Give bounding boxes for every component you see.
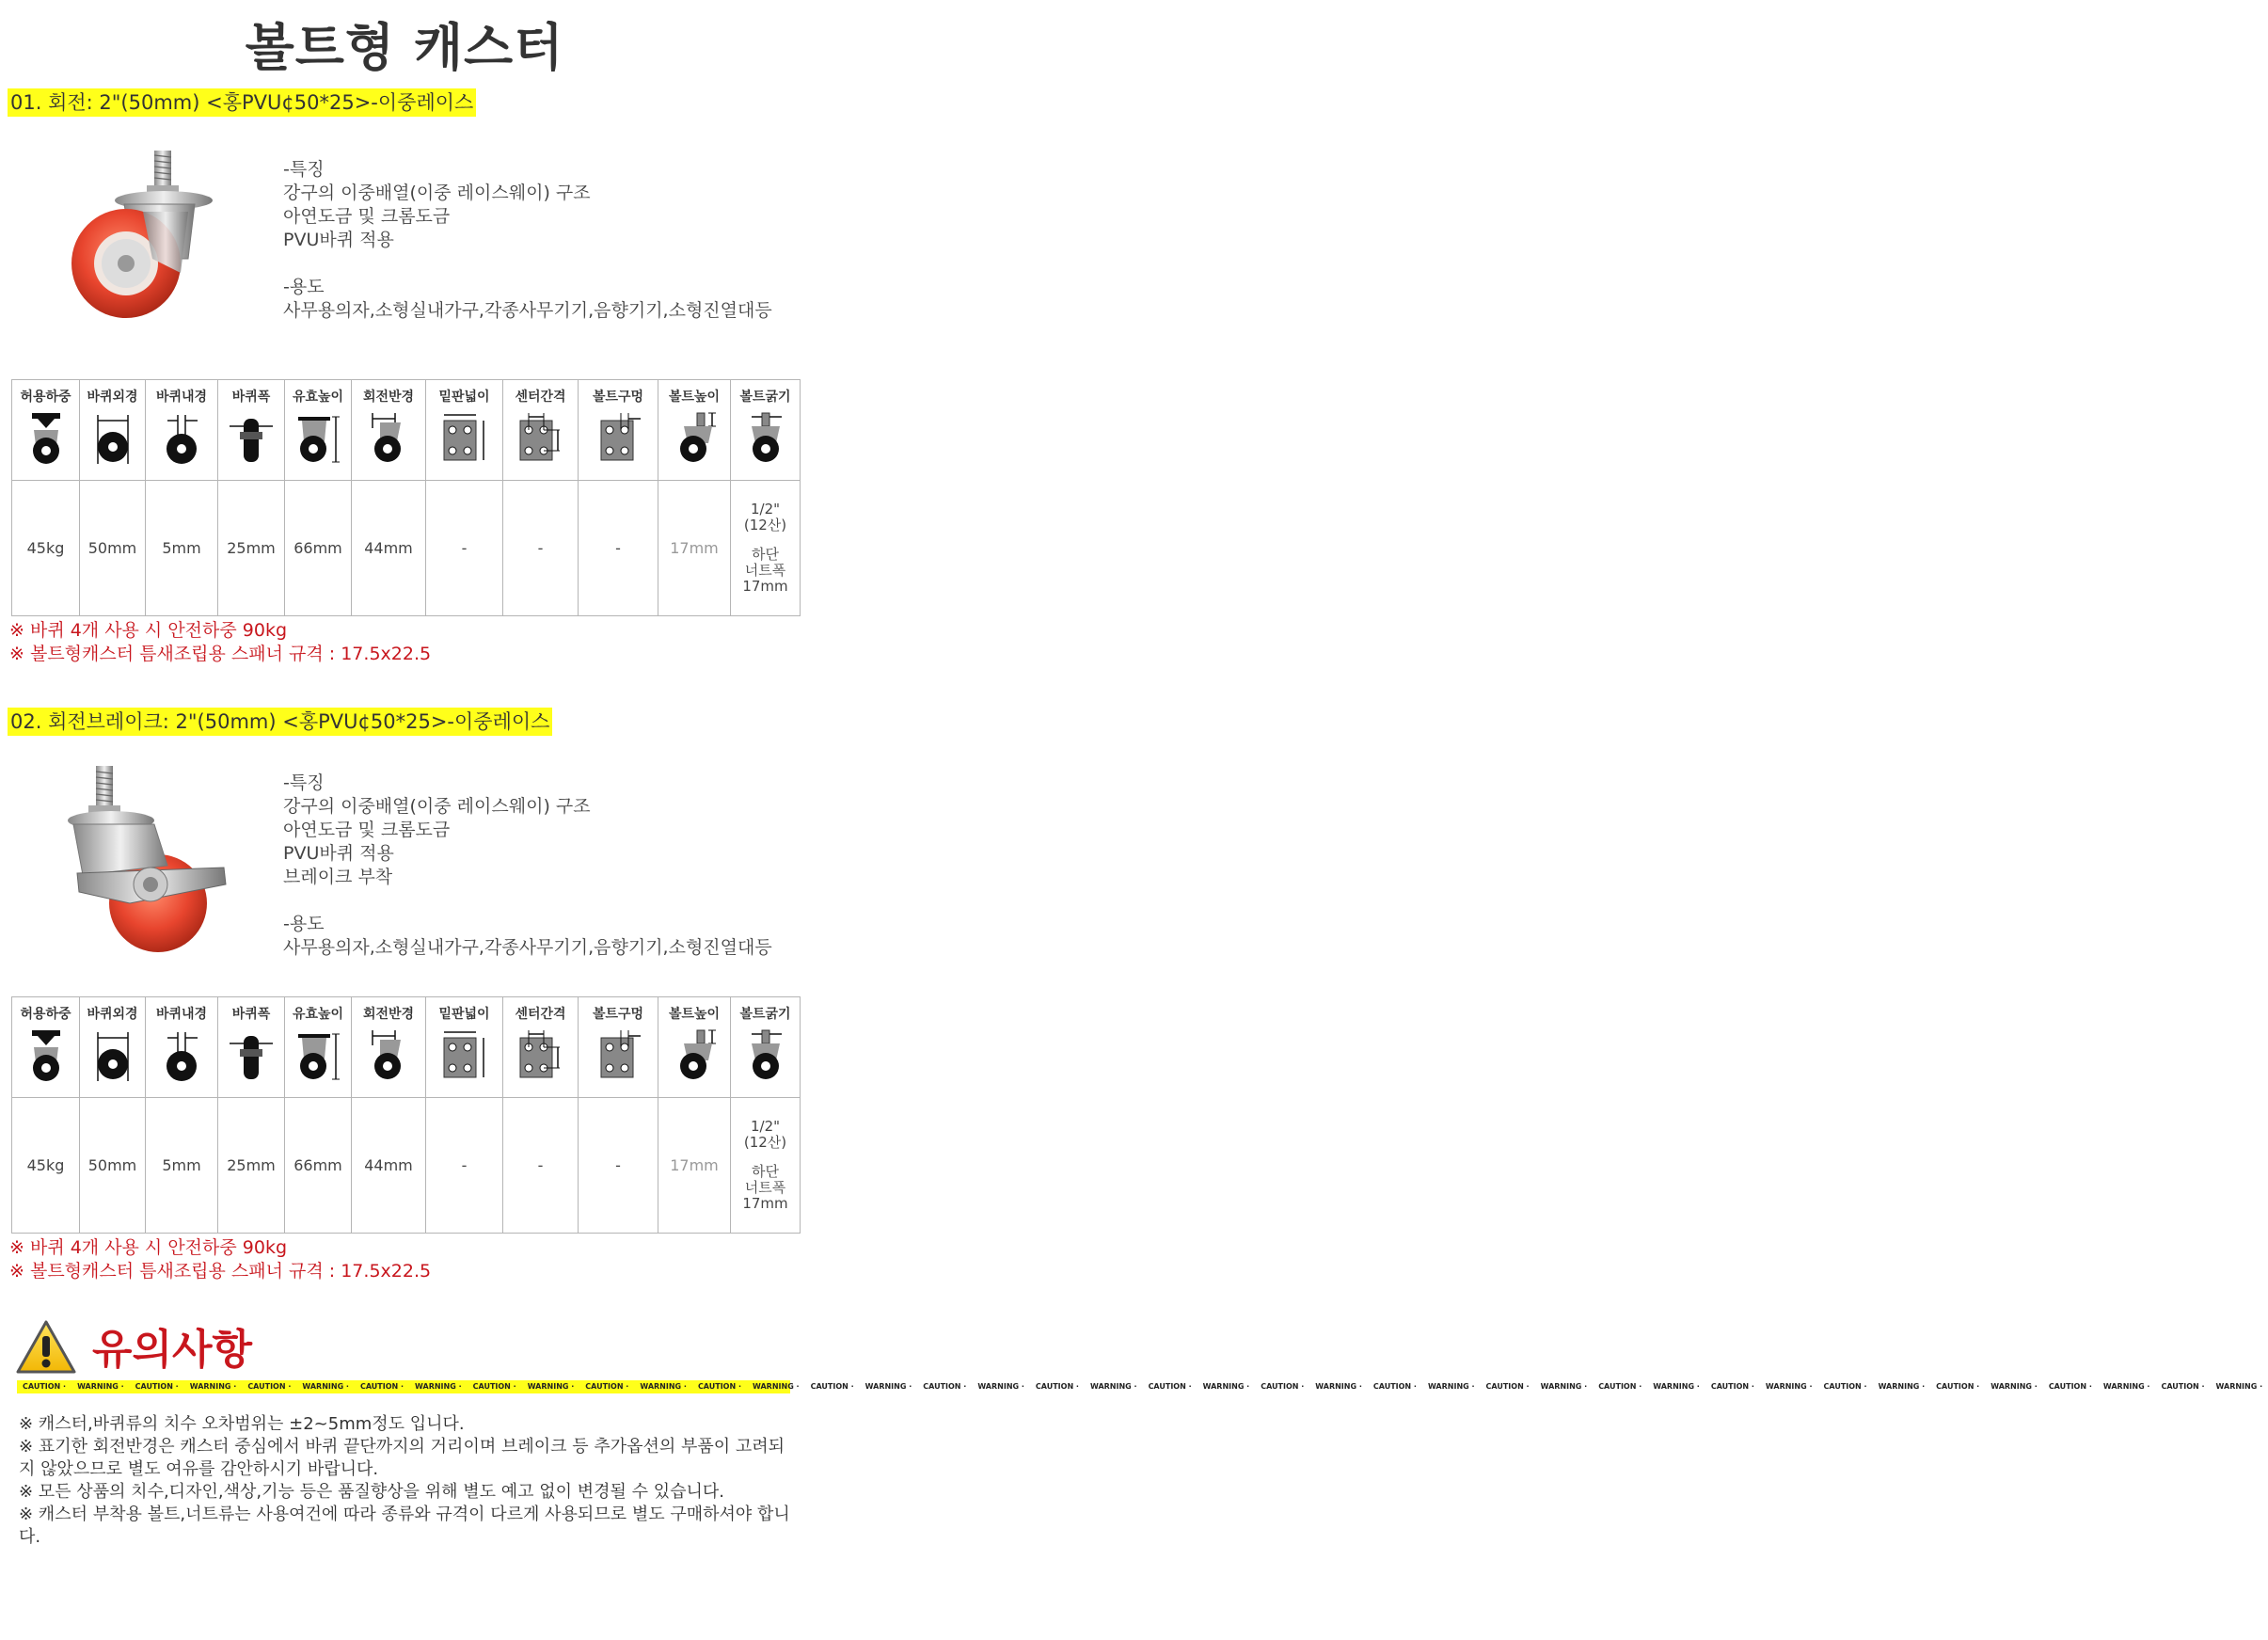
- caution-strip-word: WARNING ·: [415, 1382, 462, 1391]
- base-plate-size-icon: [438, 409, 491, 466]
- feature-item: PVU바퀴 적용: [283, 843, 394, 864]
- feature-item: 아연도금 및 크롬도금: [283, 820, 451, 840]
- page-title: 볼트형 캐스터: [245, 18, 564, 77]
- caution-item: ※ 표기한 회전반경은 캐스터 중심에서 바퀴 끝단까지의 거리이며 브레이크 등 추가옵션의 부품이 고려되지 않았으므로 별도 여유를 감안하시기 바랍니다.: [19, 1437, 785, 1479]
- features-label: -특징: [283, 772, 325, 793]
- effective-height-icon: [294, 1027, 341, 1083]
- spec-col-load: 허용하중: [12, 997, 80, 1098]
- spec-col-swivel-radius: 회전반경: [352, 380, 426, 481]
- spec-col-bolt-height: 볼트높이: [658, 997, 731, 1098]
- spec-value-wheel-width: 25mm: [218, 1098, 285, 1234]
- caution-strip-word: CAUTION ·: [359, 1382, 404, 1391]
- caution-strip-word: CAUTION ·: [2161, 1382, 2205, 1391]
- caution-strip-word: CAUTION ·: [1035, 1382, 1079, 1391]
- caution-strip-word: WARNING ·: [2102, 1382, 2150, 1391]
- wheel-inner-diameter-icon: [158, 409, 205, 466]
- caution-strip-word: CAUTION ·: [1261, 1382, 1305, 1391]
- caution-warning-strip: [17, 1380, 2263, 1393]
- spec-col-wheel-width: 바퀴폭: [218, 380, 285, 481]
- caution-strip-word: CAUTION ·: [697, 1382, 742, 1391]
- section-2-heading: 02. 회전브레이크: 2"(50mm) <홍PVU¢50*25>-이중레이스: [8, 708, 552, 736]
- caution-strip-word: CAUTION ·: [585, 1382, 629, 1391]
- swivel-caster-image: [68, 146, 214, 334]
- spec-value-bolt-thickness: 1/2" (12산) 하단 너트폭 17mm: [731, 1098, 801, 1234]
- spec-value-wheel-inner: 5mm: [146, 1098, 218, 1234]
- caution-strip-word: CAUTION ·: [2048, 1382, 2092, 1391]
- caution-strip-word: WARNING ·: [1089, 1382, 1137, 1391]
- caution-strip-word: CAUTION ·: [472, 1382, 516, 1391]
- feature-item: 강구의 이중배열(이중 레이스웨이) 구조: [283, 796, 591, 817]
- spec-value-center-spacing: -: [503, 1098, 579, 1234]
- spec-table-2: [11, 996, 801, 1234]
- bolt-thickness-icon: [742, 1027, 789, 1083]
- caution-strip-word: CAUTION ·: [247, 1382, 292, 1391]
- spec-col-bolt-hole: 볼트구멍: [579, 997, 658, 1098]
- caution-strip-word: WARNING ·: [2215, 1382, 2263, 1391]
- usage-label: -용도: [283, 277, 325, 297]
- spec-value-bolt-hole: -: [579, 481, 658, 616]
- warning-icon: [15, 1319, 77, 1376]
- caution-strip-word: CAUTION ·: [1148, 1382, 1192, 1391]
- spec-value-base-plate: -: [426, 481, 503, 616]
- usage-text: 사무용의자,소형실내가구,각종사무기기,음향기기,소형진열대등: [283, 937, 772, 958]
- spec-col-bolt-hole: 볼트구멍: [579, 380, 658, 481]
- caution-strip-word: WARNING ·: [302, 1382, 349, 1391]
- caution-strip-word: WARNING ·: [1315, 1382, 1362, 1391]
- spec-value-wheel-outer: 50mm: [80, 481, 146, 616]
- bolt-thickness-icon: [742, 409, 789, 466]
- swivel-radius-icon: [365, 1027, 412, 1083]
- spec-value-swivel-radius: 44mm: [352, 1098, 426, 1234]
- caution-strip-word: CAUTION ·: [1936, 1382, 1980, 1391]
- spec-col-effective-height: 유효높이: [285, 380, 352, 481]
- spec-col-center-spacing: 센터간격: [503, 997, 579, 1098]
- load-icon: [23, 409, 70, 466]
- caution-strip-word: WARNING ·: [1878, 1382, 1926, 1391]
- spec-col-swivel-radius: 회전반경: [352, 997, 426, 1098]
- spec-value-wheel-outer: 50mm: [80, 1098, 146, 1234]
- spec-value-wheel-width: 25mm: [218, 481, 285, 616]
- spec-value-swivel-radius: 44mm: [352, 481, 426, 616]
- bolt-hole-icon: [592, 1027, 644, 1083]
- spec-value-load: 45kg: [12, 1098, 80, 1234]
- spanner-spec-note: ※ 볼트형캐스터 틈새조립용 스패너 규격 : 17.5x22.5: [9, 644, 432, 664]
- caution-strip-word: WARNING ·: [527, 1382, 575, 1391]
- base-plate-size-icon: [438, 1027, 491, 1083]
- caution-item: ※ 모든 상품의 치수,디자인,색상,기능 등은 품질향상을 위해 별도 예고 없이 변경될 수 있습니다.: [19, 1482, 724, 1502]
- wheel-inner-diameter-icon: [158, 1027, 205, 1083]
- caution-strip-word: WARNING ·: [1990, 1382, 2038, 1391]
- feature-item: PVU바퀴 적용: [283, 230, 394, 250]
- caution-strip-word: CAUTION ·: [1485, 1382, 1530, 1391]
- caution-strip-word: WARNING ·: [77, 1382, 124, 1391]
- caution-strip-word: WARNING ·: [1540, 1382, 1588, 1391]
- caution-strip-word: CAUTION ·: [923, 1382, 967, 1391]
- spanner-spec-note: ※ 볼트형캐스터 틈새조립용 스패너 규격 : 17.5x22.5: [9, 1261, 432, 1282]
- usage-label: -용도: [283, 914, 325, 934]
- spec-col-bolt-height: 볼트높이: [658, 380, 731, 481]
- feature-item: 브레이크 부착: [283, 867, 393, 887]
- spec-col-bolt-thickness: 볼트굵기: [731, 997, 801, 1098]
- spec-table-1: [11, 379, 801, 616]
- spec-value-base-plate: -: [426, 1098, 503, 1234]
- caution-strip-word: CAUTION ·: [23, 1382, 67, 1391]
- spec-value-load: 45kg: [12, 481, 80, 616]
- brake-caster-image: [64, 762, 229, 960]
- bolt-hole-icon: [592, 409, 644, 466]
- effective-height-icon: [294, 409, 341, 466]
- spec-col-wheel-outer: 바퀴외경: [80, 380, 146, 481]
- section-2-description: [283, 772, 772, 960]
- spec-col-bolt-thickness: 볼트굵기: [731, 380, 801, 481]
- spec-value-bolt-thickness: 1/2" (12산) 하단 너트폭 17mm: [731, 481, 801, 616]
- section-1-heading: 01. 회전: 2"(50mm) <홍PVU¢50*25>-이중레이스: [8, 88, 476, 117]
- caution-item: ※ 캐스터,바퀴류의 치수 오차범위는 ±2~5mm정도 입니다.: [19, 1414, 465, 1434]
- feature-item: 강구의 이중배열(이중 레이스웨이) 구조: [283, 183, 591, 203]
- spec-value-effective-height: 66mm: [285, 1098, 352, 1234]
- spec-col-wheel-outer: 바퀴외경: [80, 997, 146, 1098]
- safety-load-note: ※ 바퀴 4개 사용 시 안전하중 90kg: [9, 1237, 288, 1258]
- spec-value-bolt-height: 17mm: [658, 1098, 731, 1234]
- usage-text: 사무용의자,소형실내가구,각종사무기기,음향기기,소형진열대등: [283, 300, 772, 321]
- center-spacing-icon: [515, 1027, 567, 1083]
- caution-strip-word: CAUTION ·: [135, 1382, 179, 1391]
- caution-strip-word: CAUTION ·: [810, 1382, 854, 1391]
- caution-strip-word: WARNING ·: [864, 1382, 912, 1391]
- spec-col-base-plate: 밑판넓이: [426, 997, 503, 1098]
- swivel-radius-icon: [365, 409, 412, 466]
- feature-item: 아연도금 및 크롬도금: [283, 206, 451, 227]
- spec-col-base-plate: 밑판넓이: [426, 380, 503, 481]
- spec-col-center-spacing: 센터간격: [503, 380, 579, 481]
- caution-strip-word: WARNING ·: [1202, 1382, 1250, 1391]
- spec-value-bolt-hole: -: [579, 1098, 658, 1234]
- spec-value-center-spacing: -: [503, 481, 579, 616]
- wheel-width-icon: [228, 1027, 275, 1083]
- section-1-description: [283, 158, 772, 323]
- caution-list: [19, 1413, 792, 1549]
- caution-strip-word: WARNING ·: [977, 1382, 1024, 1391]
- caution-strip-word: CAUTION ·: [1598, 1382, 1642, 1391]
- caution-strip-word: CAUTION ·: [1372, 1382, 1417, 1391]
- load-icon: [23, 1027, 70, 1083]
- spec-col-wheel-width: 바퀴폭: [218, 997, 285, 1098]
- spec-value-wheel-inner: 5mm: [146, 481, 218, 616]
- bolt-height-icon: [671, 409, 718, 466]
- wheel-outer-diameter-icon: [89, 409, 136, 466]
- caution-item: ※ 캐스터 부착용 볼트,너트류는 사용여건에 따라 종류와 규격이 다르게 사용되므로 별도 구매하셔야 합니다.: [19, 1505, 790, 1547]
- caution-strip-word: WARNING ·: [189, 1382, 237, 1391]
- spec-col-wheel-inner: 바퀴내경: [146, 997, 218, 1098]
- caution-strip-word: WARNING ·: [753, 1382, 800, 1391]
- bolt-height-icon: [671, 1027, 718, 1083]
- caution-strip-word: WARNING ·: [640, 1382, 687, 1391]
- safety-load-note: ※ 바퀴 4개 사용 시 안전하중 90kg: [9, 620, 288, 641]
- spec-value-bolt-height: 17mm: [658, 481, 731, 616]
- caution-strip-word: WARNING ·: [1653, 1382, 1700, 1391]
- spec-value-effective-height: 66mm: [285, 481, 352, 616]
- caution-strip-word: WARNING ·: [1765, 1382, 1813, 1391]
- spec-col-effective-height: 유효높이: [285, 997, 352, 1098]
- spec-col-wheel-inner: 바퀴내경: [146, 380, 218, 481]
- center-spacing-icon: [515, 409, 567, 466]
- spec-col-load: 허용하중: [12, 380, 80, 481]
- wheel-width-icon: [228, 409, 275, 466]
- caution-strip-word: WARNING ·: [1427, 1382, 1475, 1391]
- caution-title: 유의사항: [92, 1326, 253, 1374]
- caution-strip-word: CAUTION ·: [1823, 1382, 1867, 1391]
- caution-strip-word: CAUTION ·: [1710, 1382, 1754, 1391]
- wheel-outer-diameter-icon: [89, 1027, 136, 1083]
- features-label: -특징: [283, 159, 325, 180]
